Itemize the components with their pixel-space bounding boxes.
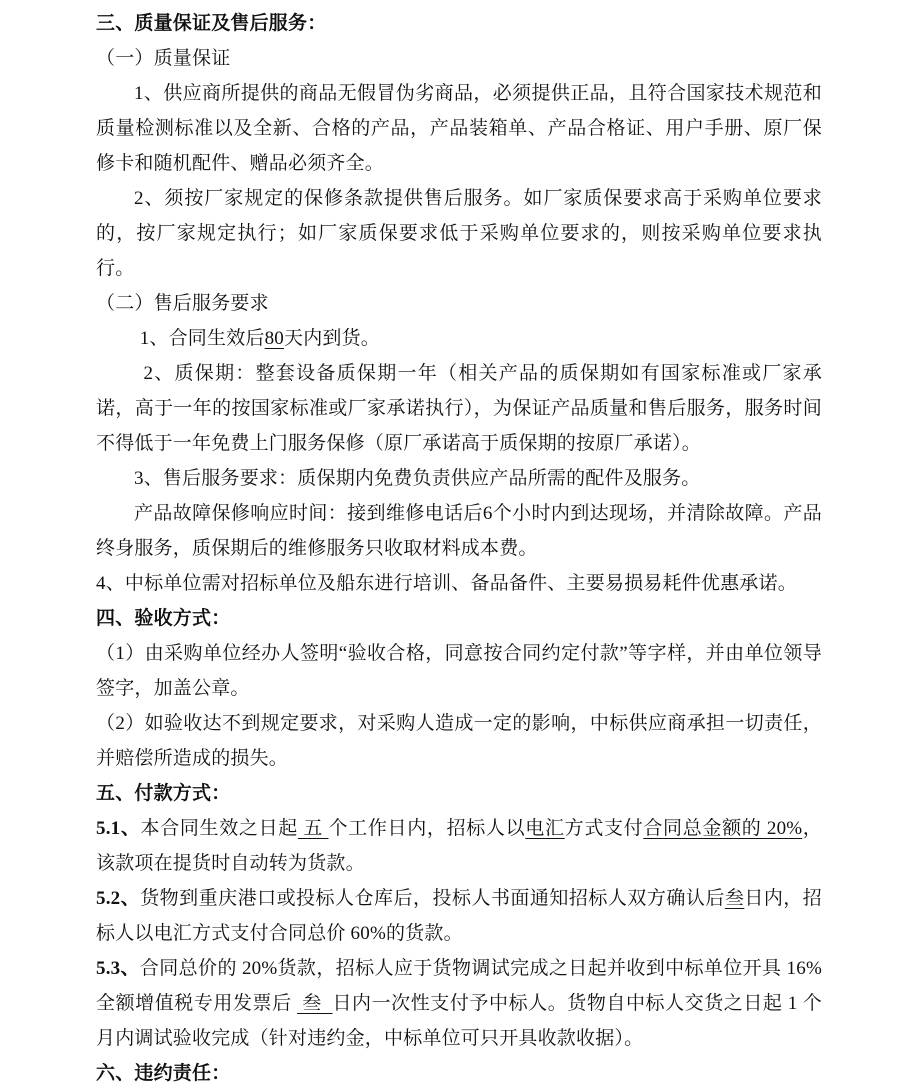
clause-4-1 xyxy=(96,636,822,706)
subsection-3-1-heading xyxy=(96,41,822,76)
text-run: 2、质保期：整套设备质保期一年（相关产品的质保期如有国家标准或厂家承诺，高于一年的按国家标准或厂家承诺执行），为保证产品质量和售后服务，服务时间不得低于一年免费上门服务保修（原厂承诺高于质保期的按原厂承诺）。 xyxy=(96,363,822,454)
underlined-text: 电汇 xyxy=(525,818,565,839)
bold-text: 六、违约责任： xyxy=(96,1063,231,1084)
clause-3-2-2 xyxy=(96,356,822,461)
section-5-heading xyxy=(96,776,822,811)
text-run: ，该款项在提货时自动转为货款。 xyxy=(96,818,822,874)
bold-text: 三、质量保证及售后服务： xyxy=(96,13,327,34)
section-3-heading xyxy=(96,6,822,41)
clause-5-2 xyxy=(96,881,822,951)
section-4-heading xyxy=(96,601,822,636)
clause-3-2-1 xyxy=(96,321,822,356)
text-run: 1、供应商所提供的商品无假冒伪劣商品，必须提供正品，且符合国家技术规范和质量检测标准以及全新、合格的产品，产品装箱单、产品合格证、用户手册、原厂保修卡和随机配件、赠品必须齐全。 xyxy=(96,83,822,174)
text-run: 2、须按厂家规定的保修条款提供售后服务。如厂家质保要求高于采购单位要求的，按厂家规定执行；如厂家质保要求低于采购单位要求的，则按采购单位要求执行。 xyxy=(96,188,822,279)
clause-3-2-3-note xyxy=(96,496,822,566)
bold-text: 四、验收方式： xyxy=(96,608,231,629)
underlined-text: 叁 xyxy=(724,888,745,909)
underlined-text: 合同总金额的 20% xyxy=(643,818,803,839)
text-run: （二）售后服务要求 xyxy=(96,293,269,314)
clause-3-1-1 xyxy=(96,76,822,181)
underlined-text: 叁 xyxy=(296,993,333,1014)
bold-text: 5.2、 xyxy=(96,888,141,909)
text-run: 3、售后服务要求：质保期内免费负责供应产品所需的配件及服务。 xyxy=(134,468,701,489)
text-run: 产品故障保修响应时间：接到维修电话后6个小时内到达现场，并清除故障。产品终身服务，质保期后的维修服务只收取材料成本费。 xyxy=(96,503,822,559)
text-run: （2）如验收达不到规定要求，对采购人造成一定的影响，中标供应商承担一切责任，并赔偿所造成的损失。 xyxy=(96,713,822,769)
text-run: 天内到货。 xyxy=(284,328,381,349)
clause-3-1-2 xyxy=(96,181,822,286)
text-run: 个工作日内，招标人以 xyxy=(328,818,526,839)
clause-5-1 xyxy=(96,811,822,881)
text-run: 合同总价的 20%货款，招标人应于货物调试完成之日起并收到中标单位开具 16%全额增值税专用发票后 xyxy=(96,958,822,1014)
bold-text: 5.1、 xyxy=(96,818,141,839)
subsection-3-2-heading xyxy=(96,286,822,321)
text-run: （一）质量保证 xyxy=(96,48,231,69)
document-body xyxy=(96,6,822,1091)
text-run: 日内一次性支付予中标人。货物自中标人交货之日起 1 个月内调试验收完成（针对违约金，中标单位可只开具收款收据）。 xyxy=(96,993,822,1049)
text-run: 本合同生效之日起 xyxy=(140,818,298,839)
text-run: 方式支付 xyxy=(564,818,644,839)
bold-text: 5.3、 xyxy=(96,958,140,979)
clause-5-3 xyxy=(96,951,822,1056)
clause-3-4 xyxy=(96,566,822,601)
underlined-text: 五 xyxy=(297,818,329,839)
clause-3-2-3 xyxy=(96,461,822,496)
bold-text: 五、付款方式： xyxy=(96,783,231,804)
clause-4-2 xyxy=(96,706,822,776)
section-6-heading xyxy=(96,1056,822,1091)
text-run: 1、合同生效后 xyxy=(139,328,265,349)
text-run: 货物到重庆港口或投标人仓库后，投标人书面通知招标人双方确认后 xyxy=(140,888,725,909)
text-run: 日内，招标人以电汇方式支付合同总价 60%的货款。 xyxy=(96,888,822,944)
underlined-text: 80 xyxy=(264,328,284,349)
text-run: 4、中标单位需对招标单位及船东进行培训、备品备件、主要易损易耗件优惠承诺。 xyxy=(96,573,797,594)
text-run: （1）由采购单位经办人签明“验收合格，同意按合同约定付款”等字样，并由单位领导签字，加盖公章。 xyxy=(96,643,822,699)
